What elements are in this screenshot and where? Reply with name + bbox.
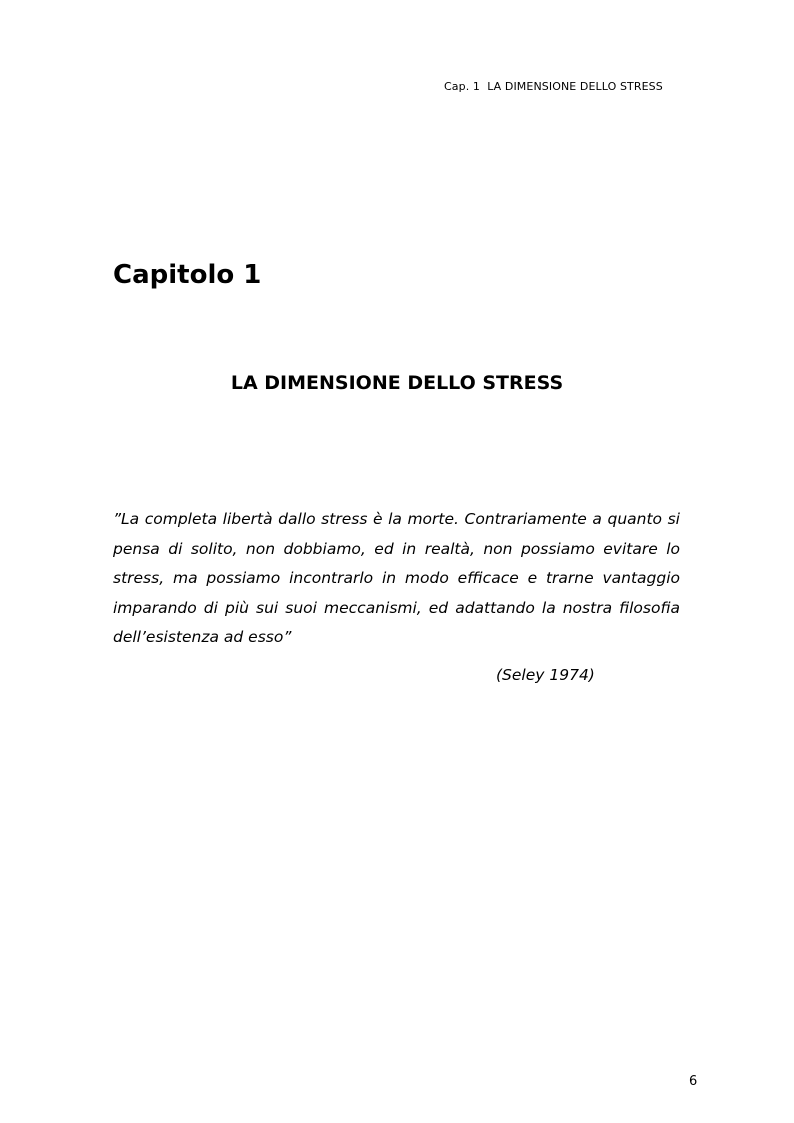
epigraph-attribution: (Seley 1974) [496, 666, 595, 684]
chapter-title: LA DIMENSIONE DELLO STRESS [230, 372, 564, 394]
running-header: Cap. 1 LA DIMENSIONE DELLO STRESS [444, 80, 663, 93]
epigraph-quote: ”La completa libertà dallo stress è la morte. Contrariamente a quanto si pensa di solito, non dobbiamo, ed in realtà, non possiamo evitare lo stress, ma possiamo incontrarlo in modo efficace e trarne vantaggio imparando di più sui suoi meccanismi, ed adattando la nostra filosofia dell’esistenza ad esso” [113, 510, 680, 646]
page-number: 6 [689, 1074, 698, 1089]
chapter-label: Capitolo 1 [113, 260, 262, 290]
